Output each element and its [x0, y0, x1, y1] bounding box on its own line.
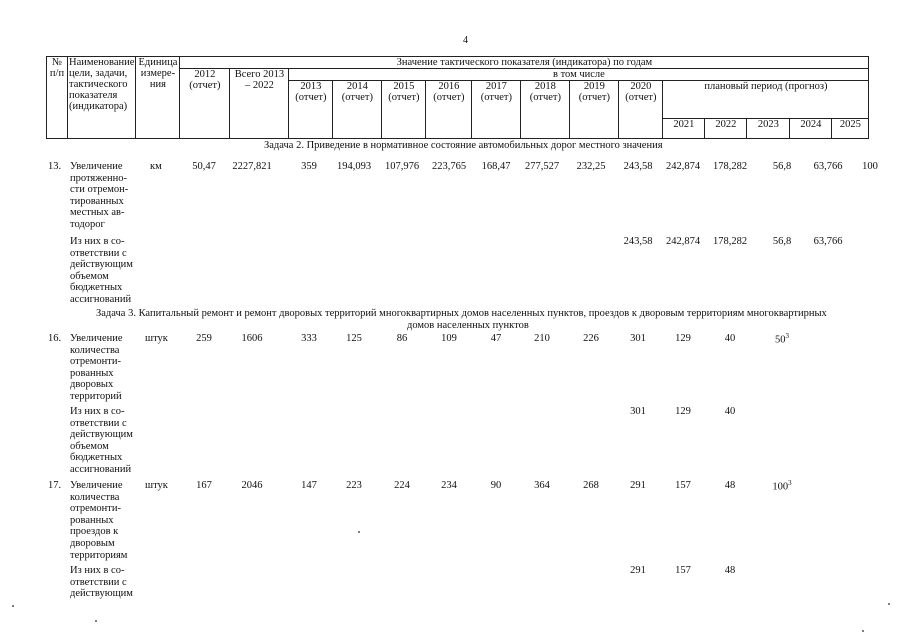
indicator-name: Увеличение количества отремонти-рованных проездов к дворовым территориям: [70, 480, 128, 561]
value-2022: 40: [724, 333, 736, 344]
col-num-header: № п/п: [47, 57, 68, 139]
sub-indicator-name: Из них в со-ответствии с действующим объемом бюджетных ассигнований: [70, 406, 133, 475]
col-2018-header: 2018 (отчет): [521, 81, 570, 139]
sub-value-2022: 48: [724, 565, 736, 576]
scan-speck: [95, 620, 97, 622]
task2-heading: Задача 2. Приведение в нормативное состояние автомобильных дорог местного значения: [264, 140, 663, 151]
value-2020: 291: [630, 480, 646, 491]
col-values-header: Значение тактического показателя (индикатора) по годам: [180, 57, 869, 69]
value-2018: 277,527: [524, 161, 560, 172]
value-2023: $50^3$: [775, 332, 789, 346]
value-2015: 107,976: [384, 161, 420, 172]
indicator-name: Увеличение протяженно-сти отремон-тированных местных ав-тодорог: [70, 161, 129, 230]
col-name-header: Наименование цели, задачи, тактического показателя (индикатора): [68, 57, 136, 139]
value-2012: 167: [196, 480, 212, 491]
value-total: 1606: [241, 333, 263, 344]
col-2019-header: 2019 (отчет): [570, 81, 619, 139]
value-2021: 242,874: [665, 161, 701, 172]
col-2021-header: 2021: [663, 119, 705, 139]
value-2014: 125: [346, 333, 362, 344]
sub-value-2022: 40: [724, 406, 736, 417]
value-2015: 224: [394, 480, 410, 491]
sub-value-2020: 243,58: [623, 236, 653, 247]
sub-value-2023: 56,8: [772, 236, 792, 247]
col-2013-header: 2013 (отчет): [289, 81, 333, 139]
value-2014: 194,093: [336, 161, 372, 172]
value-total: 2046: [241, 480, 263, 491]
page-number: 4: [463, 35, 468, 46]
col-2017-header: 2017 (отчет): [472, 81, 521, 139]
value-2012: 50,47: [192, 161, 216, 172]
sub-value-2021: 242,874: [665, 236, 701, 247]
col-2015-header: 2015 (отчет): [382, 81, 426, 139]
row-number: 13.: [48, 161, 62, 172]
value-2018: 364: [534, 480, 550, 491]
scan-speck: [888, 603, 890, 605]
value-2013: 359: [301, 161, 317, 172]
scan-speck: [862, 630, 864, 632]
value-2019: 268: [583, 480, 599, 491]
scan-speck: [358, 531, 360, 533]
col-incl-header: в том числе: [289, 69, 869, 81]
value-2019: 232,25: [576, 161, 606, 172]
sub-value-2024: 63,766: [813, 236, 843, 247]
value-2014: 223: [346, 480, 362, 491]
value-2017: 47: [490, 333, 502, 344]
task3-heading-line2: домов населенных пунктов: [407, 320, 529, 331]
value-total: 2227,821: [232, 161, 272, 172]
value-2013: 333: [301, 333, 317, 344]
value-2021: 129: [675, 333, 691, 344]
unit: штук: [145, 333, 168, 344]
col-2014-header: 2014 (отчет): [333, 81, 382, 139]
col-2020-header: 2020 (отчет): [619, 81, 663, 139]
value-2021: 157: [675, 480, 691, 491]
col-plan-header: плановый период (прогноз): [663, 81, 869, 119]
col-2023-header: 2023: [747, 119, 790, 139]
value-2017: 90: [490, 480, 502, 491]
sub-indicator-name: Из них в со-ответствии с действующим объемом бюджетных ассигнований: [70, 236, 133, 305]
scan-speck: [12, 605, 14, 607]
sub-value-2020: 301: [630, 406, 646, 417]
value-2018: 210: [534, 333, 550, 344]
col-2022-header: 2022: [705, 119, 747, 139]
value-2016: 109: [441, 333, 457, 344]
value-2016: 234: [441, 480, 457, 491]
footnote-marker: 3: [785, 332, 789, 340]
sub-value-2021: 129: [675, 406, 691, 417]
unit: штук: [145, 480, 168, 491]
value-2015: 86: [396, 333, 408, 344]
col-2025-header: 2025: [832, 119, 869, 139]
value-2022: 48: [724, 480, 736, 491]
row-number: 16.: [48, 333, 62, 344]
col-2012-header: 2012 (отчет): [180, 69, 230, 139]
header-table: [46, 56, 869, 139]
footnote-marker: 3: [788, 479, 792, 487]
col-total-header: Всего 2013 – 2022: [230, 69, 289, 139]
value-2023: $100^3$: [772, 479, 792, 493]
sub-value-2020: 291: [630, 565, 646, 576]
value-2017: 168,47: [481, 161, 511, 172]
sub-value-2022: 178,282: [712, 236, 748, 247]
value-2013: 147: [301, 480, 317, 491]
value-2020: 301: [630, 333, 646, 344]
value-2019: 226: [583, 333, 599, 344]
value-2016: 223,765: [431, 161, 467, 172]
unit: км: [150, 161, 162, 172]
col-unit-header: Единица измере-ния: [136, 57, 180, 139]
task3-heading-line1: Задача 3. Капитальный ремонт и ремонт дворовых территорий многоквартирных домов населенных пунктов, проездов к дворовым территориям многоквартирных: [96, 308, 827, 319]
sub-value-2021: 157: [675, 565, 691, 576]
col-2016-header: 2016 (отчет): [426, 81, 472, 139]
value-2025: 100: [862, 161, 878, 172]
value-2023: 56,8: [772, 161, 792, 172]
value-2020: 243,58: [623, 161, 653, 172]
sub-indicator-name: Из них в со-ответствии с действующим: [70, 565, 133, 600]
row-number: 17.: [48, 480, 62, 491]
value-2012: 259: [196, 333, 212, 344]
col-2024-header: 2024: [790, 119, 832, 139]
indicator-name: Увеличение количества отремонти-рованных дворовых территорий: [70, 333, 123, 402]
value-2024: 63,766: [813, 161, 843, 172]
value-2022: 178,282: [712, 161, 748, 172]
